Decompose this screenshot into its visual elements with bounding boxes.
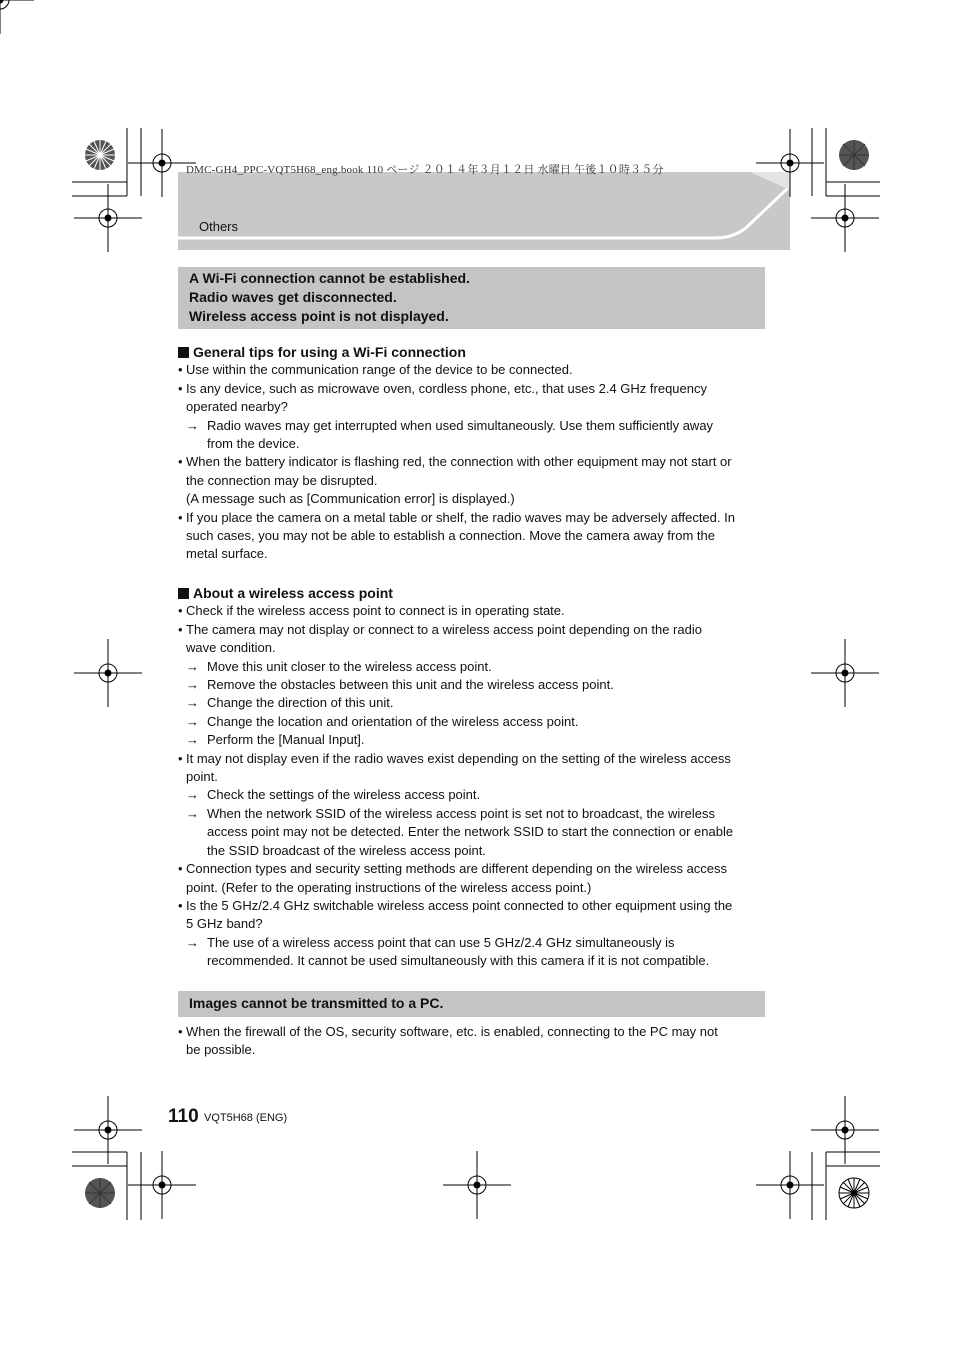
list-item-continued: metal surface. [186, 546, 268, 562]
arrow-icon: → [186, 713, 199, 729]
issue-box-pc [178, 991, 765, 1017]
list-item: • The camera may not display or connect to a wireless access point depending on the radio [178, 621, 768, 639]
starburst-target [85, 140, 115, 170]
list-item-note: (A message such as [Communication error] is displayed.) [186, 491, 515, 507]
arrow-item: → Radio waves may get interrupted when used simultaneously. Use them sufficiently away [178, 417, 768, 435]
starburst-target [839, 140, 869, 170]
issue-title-line: A Wi-Fi connection cannot be established. [189, 270, 470, 286]
list-item: • When the firewall of the OS, security software, etc. is enabled, connecting to the PC may not [178, 1023, 768, 1041]
arrow-icon: → [186, 677, 199, 693]
arrow-item-continued: access point may not be detected. Enter the network SSID to start the connection or enable [207, 824, 734, 840]
list-item-continued: point. [186, 769, 218, 785]
list-item: • Use within the communication range of the device to be connected. [178, 361, 768, 379]
print-info-line: DMC-GH4_PPC-VQT5H68_eng.book 110 ページ ２０１４年３月１２日 水曜日 午後１０時３５分 [186, 164, 664, 176]
arrow-item-continued: recommended. It cannot be used simultaneously with this camera if it is not compatible. [207, 953, 710, 969]
arrow-item: → Perform the [Manual Input]. [178, 731, 768, 749]
list-item: • Connection types and security setting methods are different depending on the wireless access [178, 860, 768, 878]
subheading: About a wireless access point [178, 584, 768, 602]
arrow-icon: → [186, 658, 199, 674]
arrow-icon: → [186, 417, 199, 433]
arrow-icon: → [186, 695, 199, 711]
square-bullet-icon [178, 588, 189, 599]
list-item: • It may not display even if the radio waves exist depending on the setting of the wireless access [178, 750, 768, 768]
arrow-item-continued: the SSID broadcast of the wireless access point. [207, 842, 486, 858]
arrow-icon: → [186, 934, 199, 950]
arrow-icon: → [186, 805, 199, 821]
list-item-continued: operated nearby? [186, 399, 288, 415]
arrow-icon: → [186, 732, 199, 748]
issue-title-line: Wireless access point is not displayed. [189, 308, 449, 324]
list-item-continued: point. (Refer to the operating instructions of the wireless access point.) [186, 879, 592, 895]
list-item: • When the battery indicator is flashing red, the connection with other equipment may not start or [178, 453, 768, 471]
list-item: • Is any device, such as microwave oven, cordless phone, etc., that uses 2.4 GHz frequency [178, 380, 768, 398]
arrow-item: → Change the direction of this unit. [178, 694, 768, 712]
model-code: VQT5H68 (ENG) [204, 1112, 288, 1124]
list-item-continued: such cases, you may not be able to establish a connection. Move the camera away from the [186, 528, 715, 544]
list-item-continued: 5 GHz band? [186, 916, 263, 932]
arrow-icon: → [186, 787, 199, 803]
arrow-item: → Move this unit closer to the wireless access point. [178, 658, 768, 676]
list-item: • Is the 5 GHz/2.4 GHz switchable wireless access point connected to other equipment using the [178, 897, 768, 915]
arrow-item: → Check the settings of the wireless access point. [178, 786, 768, 804]
pc-section [178, 1023, 768, 1060]
list-item-continued: be possible. [186, 1042, 256, 1058]
subheading: General tips for using a Wi-Fi connection [178, 343, 768, 361]
starburst-target [85, 1178, 115, 1208]
arrow-item-continued: from the device. [207, 436, 300, 452]
list-item: • If you place the camera on a metal table or shelf, the radio waves may be adversely affected. In [178, 509, 768, 527]
list-item: • Check if the wireless access point to connect is in operating state. [178, 602, 768, 620]
square-bullet-icon [178, 347, 189, 358]
general-tips-section [178, 343, 768, 564]
list-item-continued: the connection may be disrupted. [186, 472, 378, 488]
arrow-item: → When the network SSID of the wireless access point is set not to broadcast, the wireless [178, 805, 768, 823]
issue-title-line: Images cannot be transmitted to a PC. [189, 995, 444, 1011]
arrow-item: → Remove the obstacles between this unit and the wireless access point. [178, 676, 768, 694]
access-point-section [178, 584, 768, 971]
issue-title-line: Radio waves get disconnected. [189, 289, 397, 305]
arrow-item: → The use of a wireless access point that can use 5 GHz/2.4 GHz simultaneously is [178, 934, 768, 952]
arrow-item: → Change the location and orientation of the wireless access point. [178, 713, 768, 731]
section-label: Others [199, 219, 239, 234]
issue-box-wifi [178, 267, 765, 329]
page-number: 110 [168, 1106, 199, 1127]
list-item-continued: wave condition. [186, 640, 276, 656]
starburst-target [839, 1178, 869, 1208]
